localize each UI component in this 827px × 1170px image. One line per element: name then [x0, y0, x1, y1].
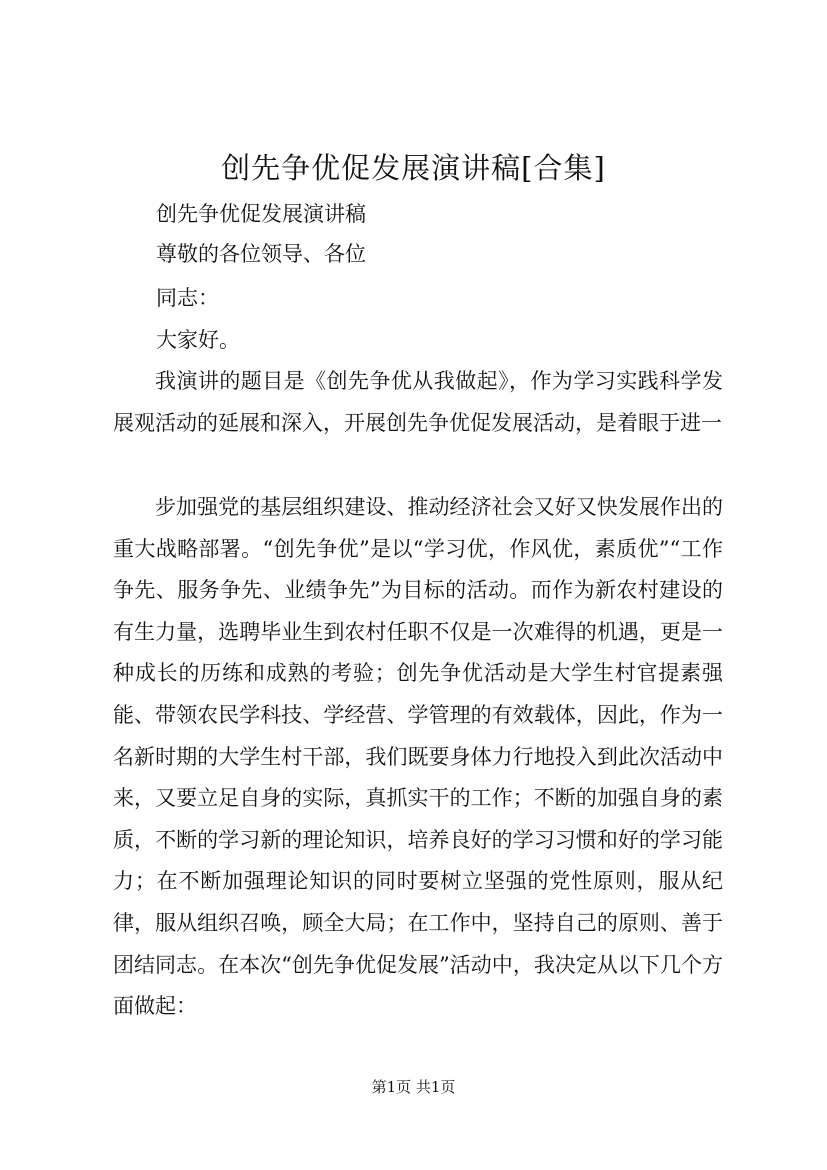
- page-footer: 第1页 共1页: [371, 1078, 456, 1096]
- salutation-line-1: 尊敬的各位领导、各位: [156, 242, 366, 266]
- greeting-line: 大家好。: [156, 328, 240, 352]
- document-title: 创先争优促发展演讲稿[合集]: [221, 151, 606, 185]
- salutation-line-2: 同志：: [156, 286, 219, 310]
- paragraph-1: 我演讲的题目是《创先争优从我做起》，作为学习实践科学发展观活动的延展和深入，开展创先争优促发展活动，是着眼于进一: [113, 369, 723, 435]
- document-subtitle: 创先争优促发展演讲稿: [156, 202, 366, 226]
- paragraph-2: 步加强党的基层组织建设、推动经济社会又好又快发展作出的重大战略部署。“创先争优”是以“学习优，作风优，素质优”“工作争先、服务争先、业绩争先”为目标的活动。而作为新农村建设的有生力量，选聘毕业生到农村任职不仅是一次难得的机遇，更是一种成长的历练和成熟的考验；创先争优活动是大学生村官提素强能、带领农民学科技、学经营、学管理的有效载体，因此，作为一名新时期的大学生村干部，我们既要身体力行地投入到此次活动中来，又要立足自身的实际，真抓实干的工作；不断的加强自身的素质，不断的学习新的理论知识，培养良好的学习习惯和好的学习能力；在不断加强理论知识的同时要树立坚强的党性原则，服从纪律，服从组织召唤，顾全大局；在工作中，坚持自己的原则、善于团结同志。在本次“创先争优促发展”活动中，我决定从以下几个方面做起：: [113, 495, 723, 1019]
